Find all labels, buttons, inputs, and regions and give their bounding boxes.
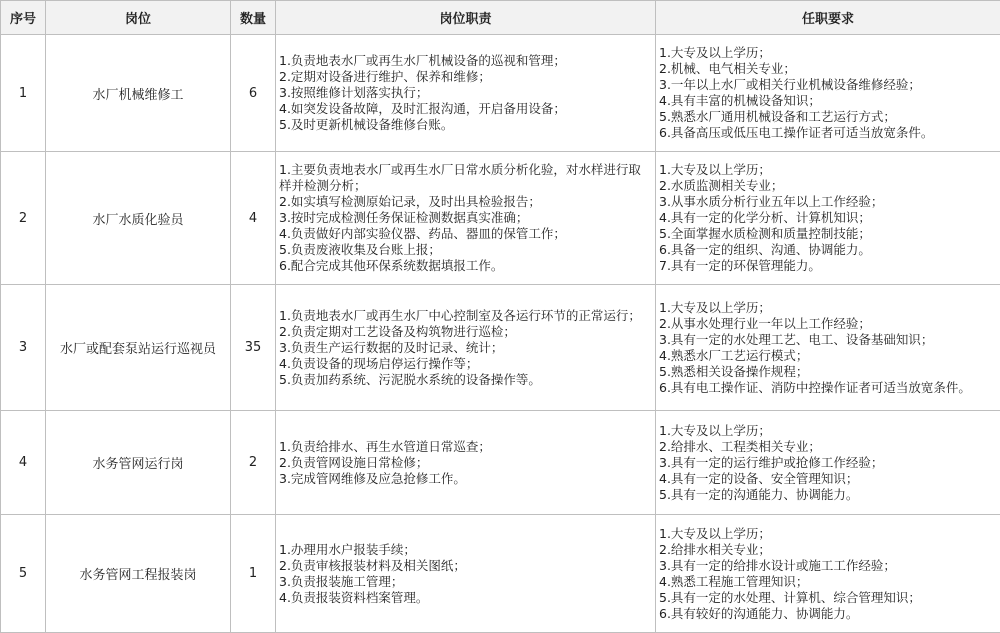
requirement-item: 2.给排水相关专业； [659,542,997,558]
duty-item: 3.按时完成检测任务保证检测数据真实准确； [279,210,652,226]
requirements-cell [656,515,1000,633]
requirement-item: 5.熟悉相关设备操作规程； [659,364,997,380]
requirement-item: 2.给排水、工程类相关专业； [659,439,997,455]
position-name: 水务管网工程报装岗 [46,515,231,633]
requirement-item: 6.具备高压或低压电工操作证者可适当放宽条件。 [659,125,997,141]
requirement-item: 3.从事水质分析行业五年以上工作经验； [659,194,997,210]
requirement-item: 4.具有一定的设备、安全管理知识； [659,471,997,487]
requirement-item: 7.具有一定的环保管理能力。 [659,258,997,274]
duties-cell [276,35,656,152]
duty-item: 3.负责报装施工管理； [279,574,652,590]
position-name: 水厂或配套泵站运行巡视员 [46,285,231,411]
duties-cell [276,515,656,633]
duty-item: 4.负责报装资料档案管理。 [279,590,652,606]
header-requirements: 任职要求 [656,1,1000,35]
duty-item: 1.主要负责地表水厂或再生水厂日常水质分析化验，对水样进行取样并检测分析； [279,162,652,194]
requirements-cell [656,152,1000,285]
duties-cell [276,411,656,515]
requirement-item: 2.机械、电气相关专业； [659,61,997,77]
header-count: 数量 [231,1,276,35]
header-no: 序号 [1,1,46,35]
requirements-cell [656,285,1000,411]
requirement-item: 4.熟悉水厂工艺运行模式； [659,348,997,364]
header-row [1,1,1000,35]
row-number: 3 [1,285,46,411]
requirement-item: 4.具有丰富的机械设备知识； [659,93,997,109]
row-number: 5 [1,515,46,633]
requirement-item: 5.全面掌握水质检测和质量控制技能； [659,226,997,242]
duty-item: 1.负责给排水、再生水管道日常巡查； [279,439,652,455]
requirement-item: 4.具有一定的化学分析、计算机知识； [659,210,997,226]
requirement-item: 3.具有一定的运行维护或抢修工作经验； [659,455,997,471]
header-position: 岗位 [46,1,231,35]
table-row [1,411,1000,515]
requirement-item: 5.具有一定的沟通能力、协调能力。 [659,487,997,503]
requirement-item: 6.具有较好的沟通能力、协调能力。 [659,606,997,622]
duty-item: 1.负责地表水厂或再生水厂中心控制室及各运行环节的正常运行； [279,308,652,324]
requirement-item: 3.一年以上水厂或相关行业机械设备维修经验； [659,77,997,93]
requirements-cell [656,35,1000,152]
duty-item: 2.负责定期对工艺设备及构筑物进行巡检； [279,324,652,340]
position-count: 4 [231,152,276,285]
position-name: 水厂机械维修工 [46,35,231,152]
requirement-item: 3.具有一定的给排水设计或施工工作经验； [659,558,997,574]
requirement-item: 1.大专及以上学历； [659,300,997,316]
duty-item: 3.按照维修计划落实执行； [279,85,652,101]
position-count: 1 [231,515,276,633]
row-number: 1 [1,35,46,152]
table-row [1,35,1000,152]
position-name: 水务管网运行岗 [46,411,231,515]
duty-item: 4.如突发设备故障，及时汇报沟通，开启备用设备； [279,101,652,117]
row-number: 4 [1,411,46,515]
header-duties: 岗位职责 [276,1,656,35]
requirement-item: 4.熟悉工程施工管理知识； [659,574,997,590]
requirement-item: 2.从事水处理行业一年以上工作经验； [659,316,997,332]
position-count: 6 [231,35,276,152]
requirement-item: 1.大专及以上学历； [659,526,997,542]
duty-item: 3.完成管网维修及应急抢修工作。 [279,471,652,487]
position-count: 35 [231,285,276,411]
requirement-item: 6.具有电工操作证、消防中控操作证者可适当放宽条件。 [659,380,997,396]
duty-item: 5.负责废液收集及台账上报； [279,242,652,258]
position-name: 水厂水质化验员 [46,152,231,285]
duty-item: 2.定期对设备进行维护、保养和维修； [279,69,652,85]
duty-item: 4.负责设备的现场启停运行操作等； [279,356,652,372]
requirement-item: 3.具有一定的水处理工艺、电工、设备基础知识； [659,332,997,348]
requirement-item: 6.具备一定的组织、沟通、协调能力。 [659,242,997,258]
row-number: 2 [1,152,46,285]
position-count: 2 [231,411,276,515]
requirement-item: 2.水质监测相关专业； [659,178,997,194]
duty-item: 3.负责生产运行数据的及时记录、统计； [279,340,652,356]
duty-item: 4.负责做好内部实验仪器、药品、器皿的保管工作； [279,226,652,242]
duty-item: 2.如实填写检测原始记录，及时出具检验报告； [279,194,652,210]
duty-item: 1.负责地表水厂或再生水厂机械设备的巡视和管理； [279,53,652,69]
duty-item: 5.负责加药系统、污泥脱水系统的设备操作等。 [279,372,652,388]
table-row [1,515,1000,633]
requirement-item: 1.大专及以上学历； [659,45,997,61]
requirement-item: 5.具有一定的水处理、计算机、综合管理知识； [659,590,997,606]
duty-item: 5.及时更新机械设备维修台账。 [279,117,652,133]
duties-cell [276,152,656,285]
requirement-item: 5.熟悉水厂通用机械设备和工艺运行方式； [659,109,997,125]
duty-item: 1.办理用水户报装手续； [279,542,652,558]
table-body [1,35,1000,633]
duty-item: 2.负责审核报装材料及相关图纸； [279,558,652,574]
table-row [1,285,1000,411]
duty-item: 2.负责管网设施日常检修； [279,455,652,471]
requirement-item: 1.大专及以上学历； [659,162,997,178]
requirement-item: 1.大专及以上学历； [659,423,997,439]
duty-item: 6.配合完成其他环保系统数据填报工作。 [279,258,652,274]
table-row [1,152,1000,285]
requirements-cell [656,411,1000,515]
duties-cell [276,285,656,411]
